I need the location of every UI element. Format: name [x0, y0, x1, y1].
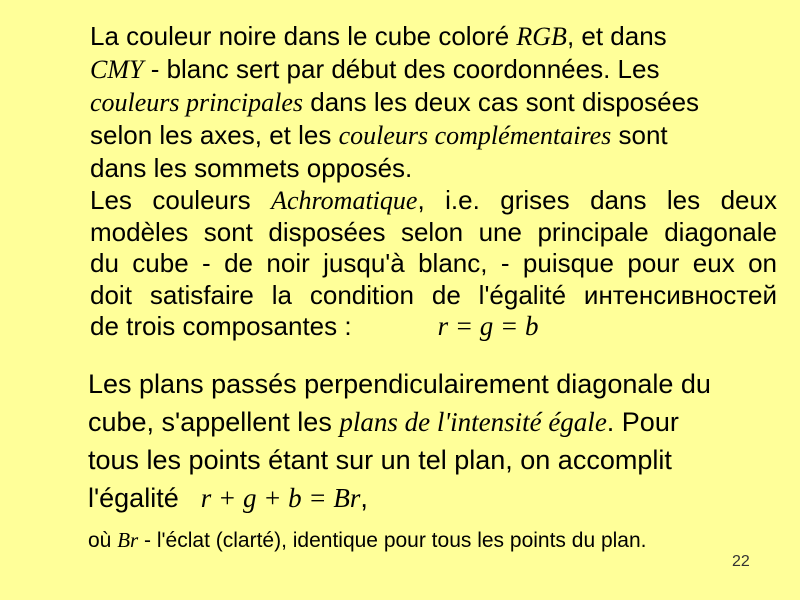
text-line: Les couleurs Achromatique, i.e. grises dans les deux [90, 185, 777, 215]
term-rgb: RGB [516, 22, 567, 51]
formula-brightness: r + g + b = Br [200, 483, 361, 513]
paragraph-br-definition: où Br - l'éclat (clarté), identique pour tous les points du plan. [88, 528, 647, 552]
text-line: selon les axes, et les couleurs complémentaires sont [90, 120, 668, 150]
text-line: l'égalité r + g + b = Br, [88, 483, 368, 513]
text-line: de trois composantes : r = g = b [90, 311, 539, 341]
term-cmy: CMY [90, 55, 144, 84]
text-line: couleurs principales dans les deux cas sont disposées [90, 87, 700, 117]
term-couleurs-principales: couleurs principales [90, 88, 304, 117]
text-line: tous les points étant sur un tel plan, on accomplit [88, 445, 672, 475]
text-line: Les plans passés perpendiculairement diagonale du [88, 369, 711, 399]
term-couleurs-complementaires: couleurs complémentaires [338, 121, 612, 150]
text-line: du cube - de noir jusqu'à blanc, - puisque pour eux on [90, 248, 777, 278]
paragraph-intensity-planes [88, 365, 788, 517]
term-plans-intensite-egale: plans de l'intensité égale [339, 407, 607, 437]
text-line: La couleur noire dans le cube coloré RGB, et dans [90, 21, 667, 51]
text-line: doit satisfaire la condition de l'égalité интенсивностей [90, 279, 777, 310]
page-number: 22 [732, 553, 750, 570]
formula-rgb-equal: r = g = b [437, 311, 539, 341]
text-line: CMY - blanc sert par début des coordonnées. Les [90, 54, 660, 84]
term-achromatique: Achromatique [271, 186, 418, 215]
text-line: modèles sont disposées selon une principale diagonale [90, 216, 777, 247]
text-line: dans les sommets opposés. [90, 153, 413, 183]
paragraph-rgb-cmy [90, 20, 790, 184]
paragraph-achromatic [90, 185, 777, 343]
term-br: Br [117, 528, 139, 552]
text-line: cube, s'appellent les plans de l'intensité égale. Pour [88, 407, 679, 437]
